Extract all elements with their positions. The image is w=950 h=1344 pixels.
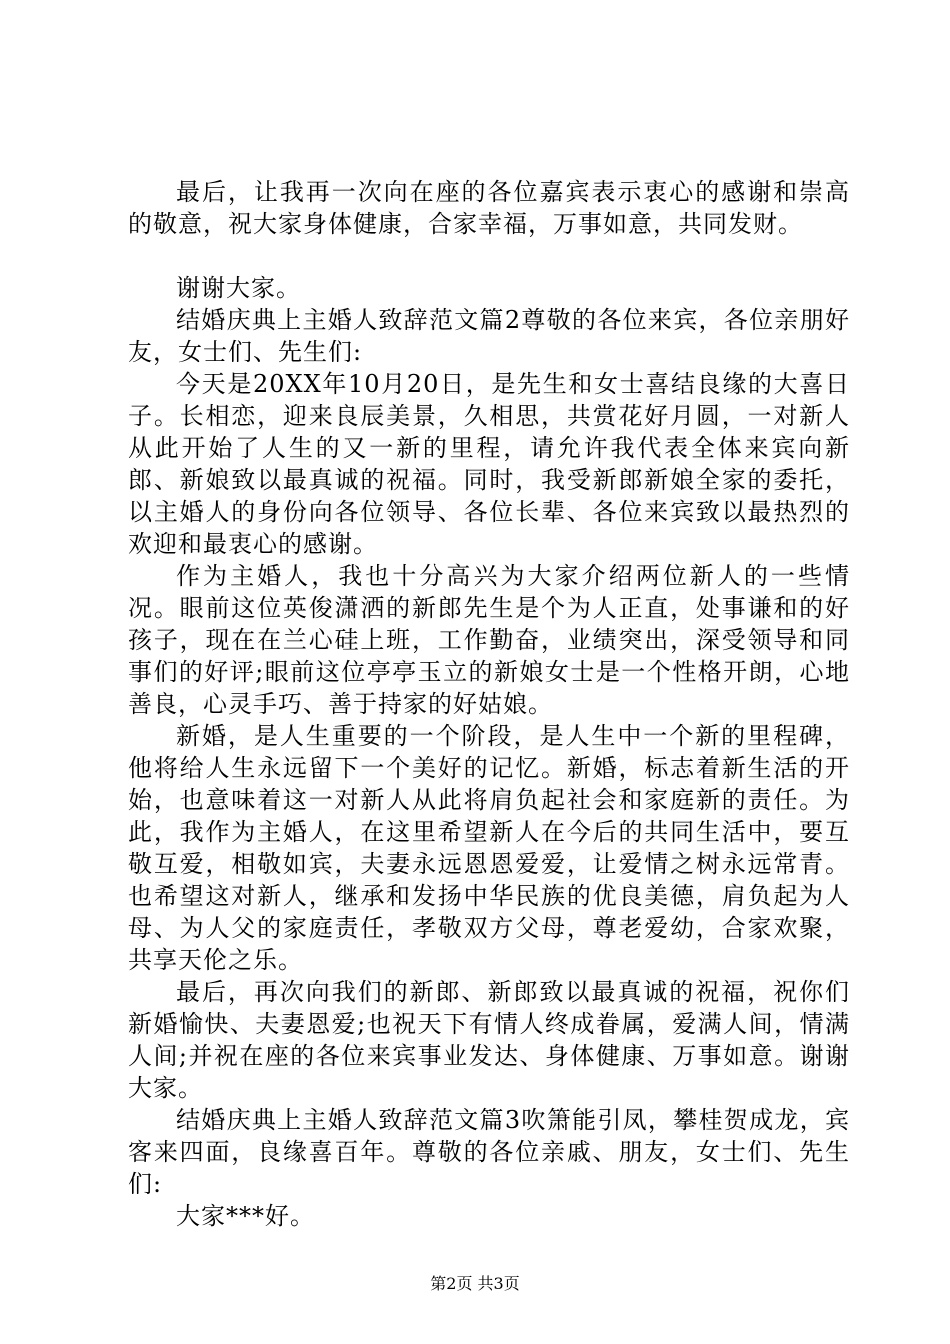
document-body xyxy=(128,176,850,1232)
paragraph-introduction: 作为主婚人，我也十分高兴为大家介绍两位新人的一些情况。眼前这位英俊潇洒的新郎先生是个为人正直，处事谦和的好孩子，现在在兰心硅上班，工作勤奋，业绩突出，深受领导和同事们的好评;眼前这位亭亭玉立的新娘女士是一个性格开朗，心地善良，心灵手巧、善于持家的好姑娘。 xyxy=(128,562,850,718)
paragraph-thank-you: 谢谢大家。 xyxy=(176,274,301,302)
paragraph-closing-thanks: 最后，让我再一次向在座的各位嘉宾表示衷心的感谢和崇高的敬意，祝大家身体健康，合家幸福，万事如意，共同发财。 xyxy=(128,178,850,238)
paragraph-greeting: 大家***好。 xyxy=(176,1202,315,1230)
paragraph-wedding-date: 今天是20XX年10月20日，是先生和女士喜结良缘的大喜日子。长相恋，迎来良辰美景，久相思，共赏花好月圆，一对新人从此开始了人生的又一新的里程，请允许我代表全体来宾向新郎、新娘致以最真诚的祝福。同时，我受新郎新娘全家的委托，以主婚人的身份向各位领导、各位长辈、各位来宾致以最热烈的欢迎和最衷心的感谢。 xyxy=(128,370,850,558)
paragraph-marriage-meaning: 新婚，是人生重要的一个阶段，是人生中一个新的里程碑，他将给人生永远留下一个美好的记忆。新婚，标志着新生活的开始，也意味着这一对新人从此将肩负起社会和家庭新的责任。为此，我作为主婚人，在这里希望新人在今后的共同生活中，要互敬互爱，相敬如宾，夫妻永远恩恩爱爱，让爱情之树永远常青。也希望这对新人，继承和发扬中华民族的优良美德，肩负起为人母、为人父的家庭责任，孝敬双方父母，尊老爱幼，合家欢聚，共享天伦之乐。 xyxy=(128,722,850,974)
paragraph-sample-3-title: 结婚庆典上主婚人致辞范文篇3吹箫能引凤，攀桂贺成龙，宾客来四面，良缘喜百年。尊敬的各位亲戚、朋友，女士们、先生们: xyxy=(128,1106,850,1198)
paragraph-final-blessing: 最后，再次向我们的新郎、新郎致以最真诚的祝福，祝你们新婚愉快、夫妻恩爱;也祝天下有情人终成眷属，爱满人间，情满人间;并祝在座的各位来宾事业发达、身体健康、万事如意。谢谢大家。 xyxy=(128,978,850,1102)
page-number-footer: 第2页 共3页 xyxy=(430,1274,520,1293)
paragraph-sample-2-title: 结婚庆典上主婚人致辞范文篇2尊敬的各位来宾，各位亲朋好友，女士们、先生们: xyxy=(128,306,850,366)
